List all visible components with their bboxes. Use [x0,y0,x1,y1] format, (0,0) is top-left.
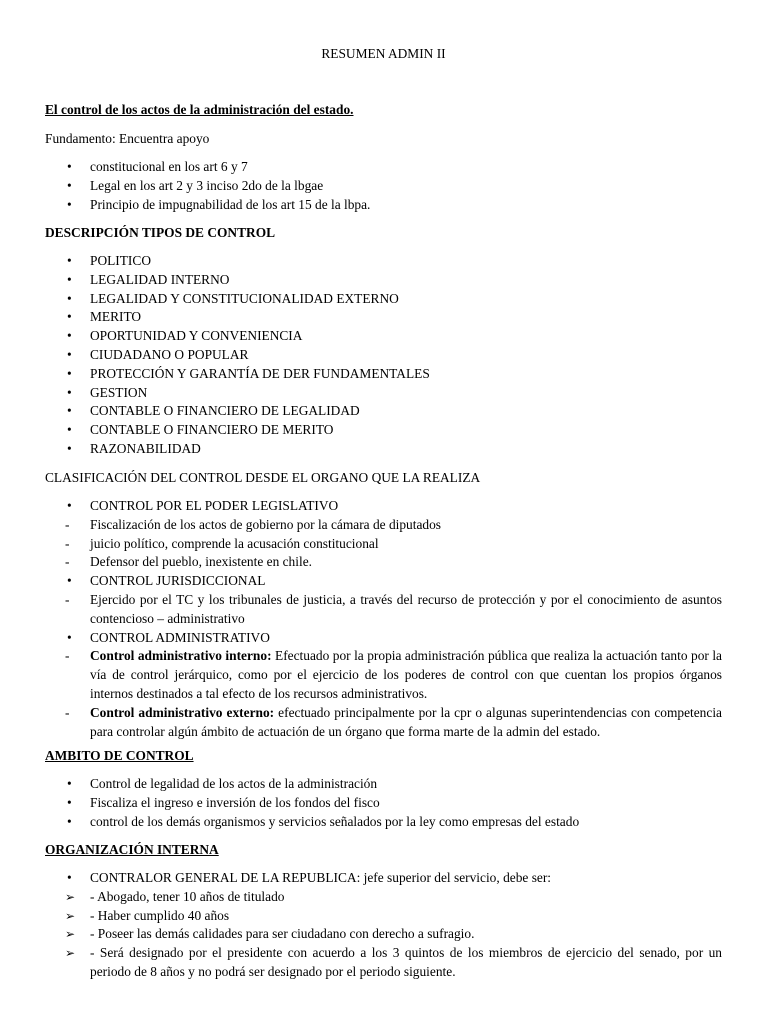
list-item: ➢ - Poseer las demás calidades para ser ciudadano con derecho a sufragio. [45,925,722,944]
list-item-control-externo [45,704,722,742]
section-heading-organizacion: ORGANIZACIÓN INTERNA [45,842,219,857]
clasificacion-list [45,497,722,741]
list-item: - Defensor del pueblo, inexistente en chile. [45,553,722,572]
list-item-jurisdiccional: • CONTROL JURISDICCIONAL [45,572,722,591]
list-item: • LEGALIDAD INTERNO [45,271,722,290]
list-item: ➢ - Abogado, tener 10 años de titulado [45,888,722,907]
list-item-legislativo: • CONTROL POR EL PODER LEGISLATIVO [45,497,722,516]
section-heading-control-actos: El control de los actos de la administración del estado. [45,102,354,117]
tipos-control-list [45,252,722,459]
list-item: • OPORTUNIDAD Y CONVENIENCIA [45,327,722,346]
control-interno-label: Control administrativo interno: [90,648,272,664]
list-item: • Legal en los art 2 y 3 inciso 2do de la lbgae [45,177,722,196]
control-externo-text: efectuado principalmente por la cpr o algunas superintendencias con competencia para controlar algún ámbito de actuación de un órgano que forma marte de la admin del estado. [90,704,722,739]
control-externo-label: Control administrativo externo: [90,704,275,720]
list-item: • MERITO [45,308,722,327]
control-interno-text: Efectuado por la propia administración pública que realiza la actuación tanto por la vía de control jerárquico, como por el ejercicio de los poderes de control con que cuentan los propios órganos internos destinados a tal efecto de los recursos administrativos. [90,648,722,701]
list-item: • CONTABLE O FINANCIERO DE LEGALIDAD [45,402,722,421]
fundamento-text: Fundamento: Encuentra apoyo [45,131,210,146]
section-heading-ambito: AMBITO DE CONTROL [45,748,194,763]
list-item-control-interno [45,647,722,703]
list-item: - juicio político, comprende la acusación constitucional [45,535,722,554]
organizacion-list [45,869,722,982]
list-item: - Ejercido por el TC y los tribunales de justicia, a través del recurso de protección y por el conocimiento de asuntos contencioso – administrativo [45,591,722,629]
list-item-administrativo: • CONTROL ADMINISTRATIVO [45,629,722,648]
list-item-contralor: • CONTRALOR GENERAL DE LA REPUBLICA: jefe superior del servicio, debe ser: [45,869,722,888]
ambito-list [45,775,722,831]
list-item: - Fiscalización de los actos de gobierno por la cámara de diputados [45,516,722,535]
list-item: • Fiscaliza el ingreso e inversión de los fondos del fisco [45,794,722,813]
fundamento-list [45,158,722,214]
document-title: RESUMEN ADMIN II [321,46,446,61]
list-item: • control de los demás organismos y servicios señalados por la ley como empresas del estado [45,813,722,832]
section-heading-clasificacion: CLASIFICACIÓN DEL CONTROL DESDE EL ORGANO QUE LA REALIZA [45,470,481,485]
list-item: • Control de legalidad de los actos de la administración [45,775,722,794]
list-item: • CIUDADANO O POPULAR [45,346,722,365]
list-item: • RAZONABILIDAD [45,440,722,459]
list-item: • constitucional en los art 6 y 7 [45,158,722,177]
list-item: • LEGALIDAD Y CONSTITUCIONALIDAD EXTERNO [45,290,722,309]
list-item: • PROTECCIÓN Y GARANTÍA DE DER FUNDAMENTALES [45,365,722,384]
list-item: ➢ - Haber cumplido 40 años [45,907,722,926]
section-heading-tipos-control: DESCRIPCIÓN TIPOS DE CONTROL [45,225,276,240]
list-item: • GESTION [45,384,722,403]
list-item: ➢ - Será designado por el presidente con acuerdo a los 3 quintos de los miembros de ejercicio del senado, por un periodo de 8 años y no podrá ser designado por el periodo siguiente. [45,944,722,982]
list-item: • Principio de impugnabilidad de los art 15 de la lbpa. [45,196,722,215]
list-item: • CONTABLE O FINANCIERO DE MERITO [45,421,722,440]
list-item: • POLITICO [45,252,722,271]
